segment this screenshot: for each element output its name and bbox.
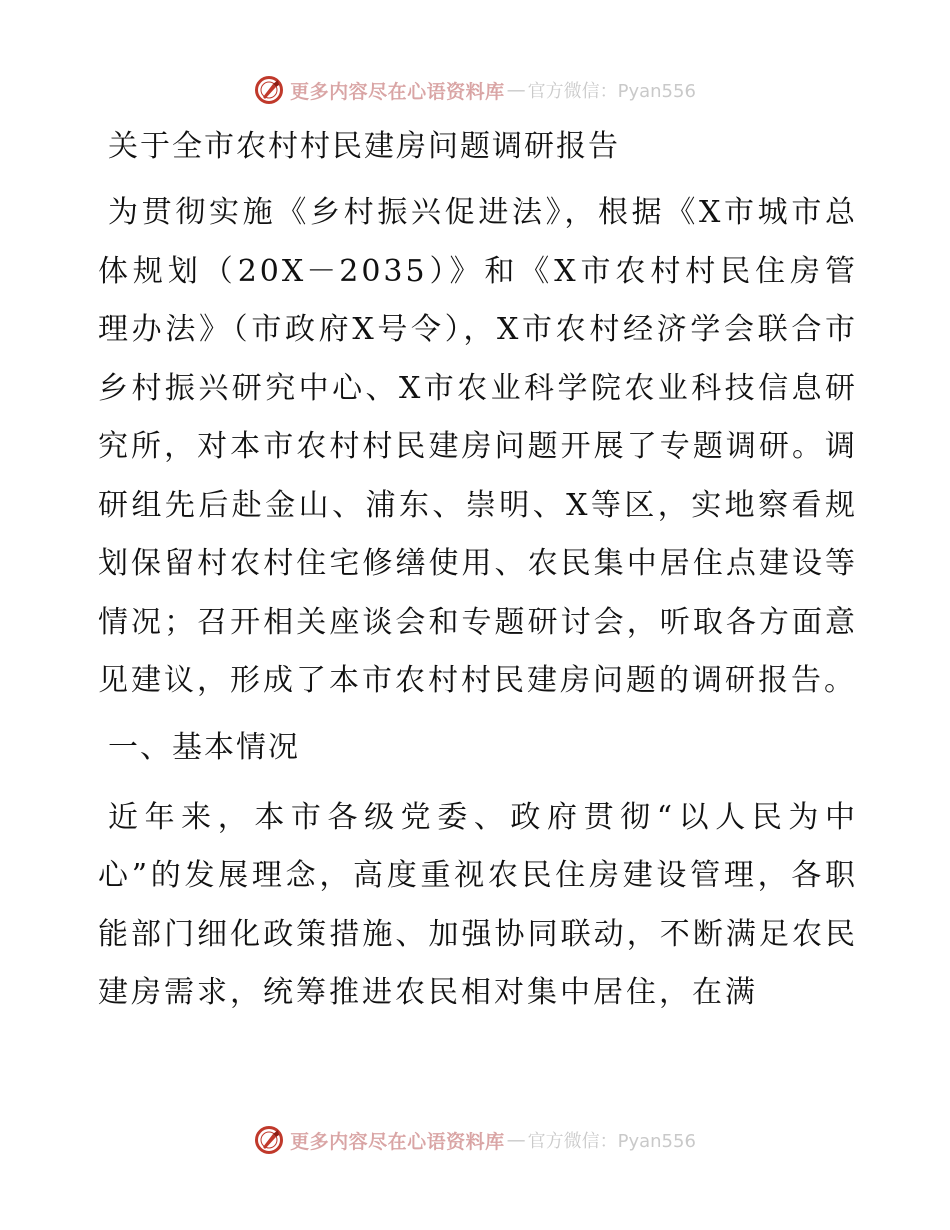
watermark-main-text: 更多内容尽在心语资料库	[290, 80, 505, 103]
document-title: 关于全市农村村民建房问题调研报告	[108, 129, 620, 164]
pen-logo-icon	[254, 1125, 284, 1155]
watermark-side-text: 官方微信：Pyan556	[527, 81, 696, 102]
section-heading: 一、基本情况	[108, 729, 300, 765]
watermark-side-text: 官方微信：Pyan556	[527, 1131, 696, 1152]
document-body	[98, 122, 858, 1031]
pen-logo-icon	[254, 75, 284, 105]
section-paragraph: 近年来，本市各级党委、政府贯彻“以人民为中心”的发展理念，高度重视农民住房建设管理，各职能部门细化政策措施、加强协同联动，不断满足农民建房需求，统筹推进农民相对集中居住，在满	[98, 799, 858, 1010]
watermark-separator: —	[506, 1129, 526, 1151]
intro-paragraph: 为贯彻实施《乡村振兴促进法》，根据《X市城市总体规划（20X－2035）》和《X市农村村民住房管理办法》（市政府X号令），X市农村经济学会联合市乡村振兴研究中心、X市农业科学院农业科技信息研究所，对本市农村村民建房问题开展了专题调研。调研组先后赴金山、浦东、崇明、X等区，实地察看规划保留村农村住宅修缮使用、农民集中居住点建设等情况；召开相关座谈会和专题研讨会，听取各方面意见建议，形成了本市农村村民建房问题的调研报告。	[98, 195, 858, 698]
watermark-main-text: 更多内容尽在心语资料库	[290, 1130, 505, 1153]
watermark-header	[0, 70, 950, 110]
watermark-footer	[0, 1120, 950, 1160]
watermark-separator: —	[506, 79, 526, 101]
